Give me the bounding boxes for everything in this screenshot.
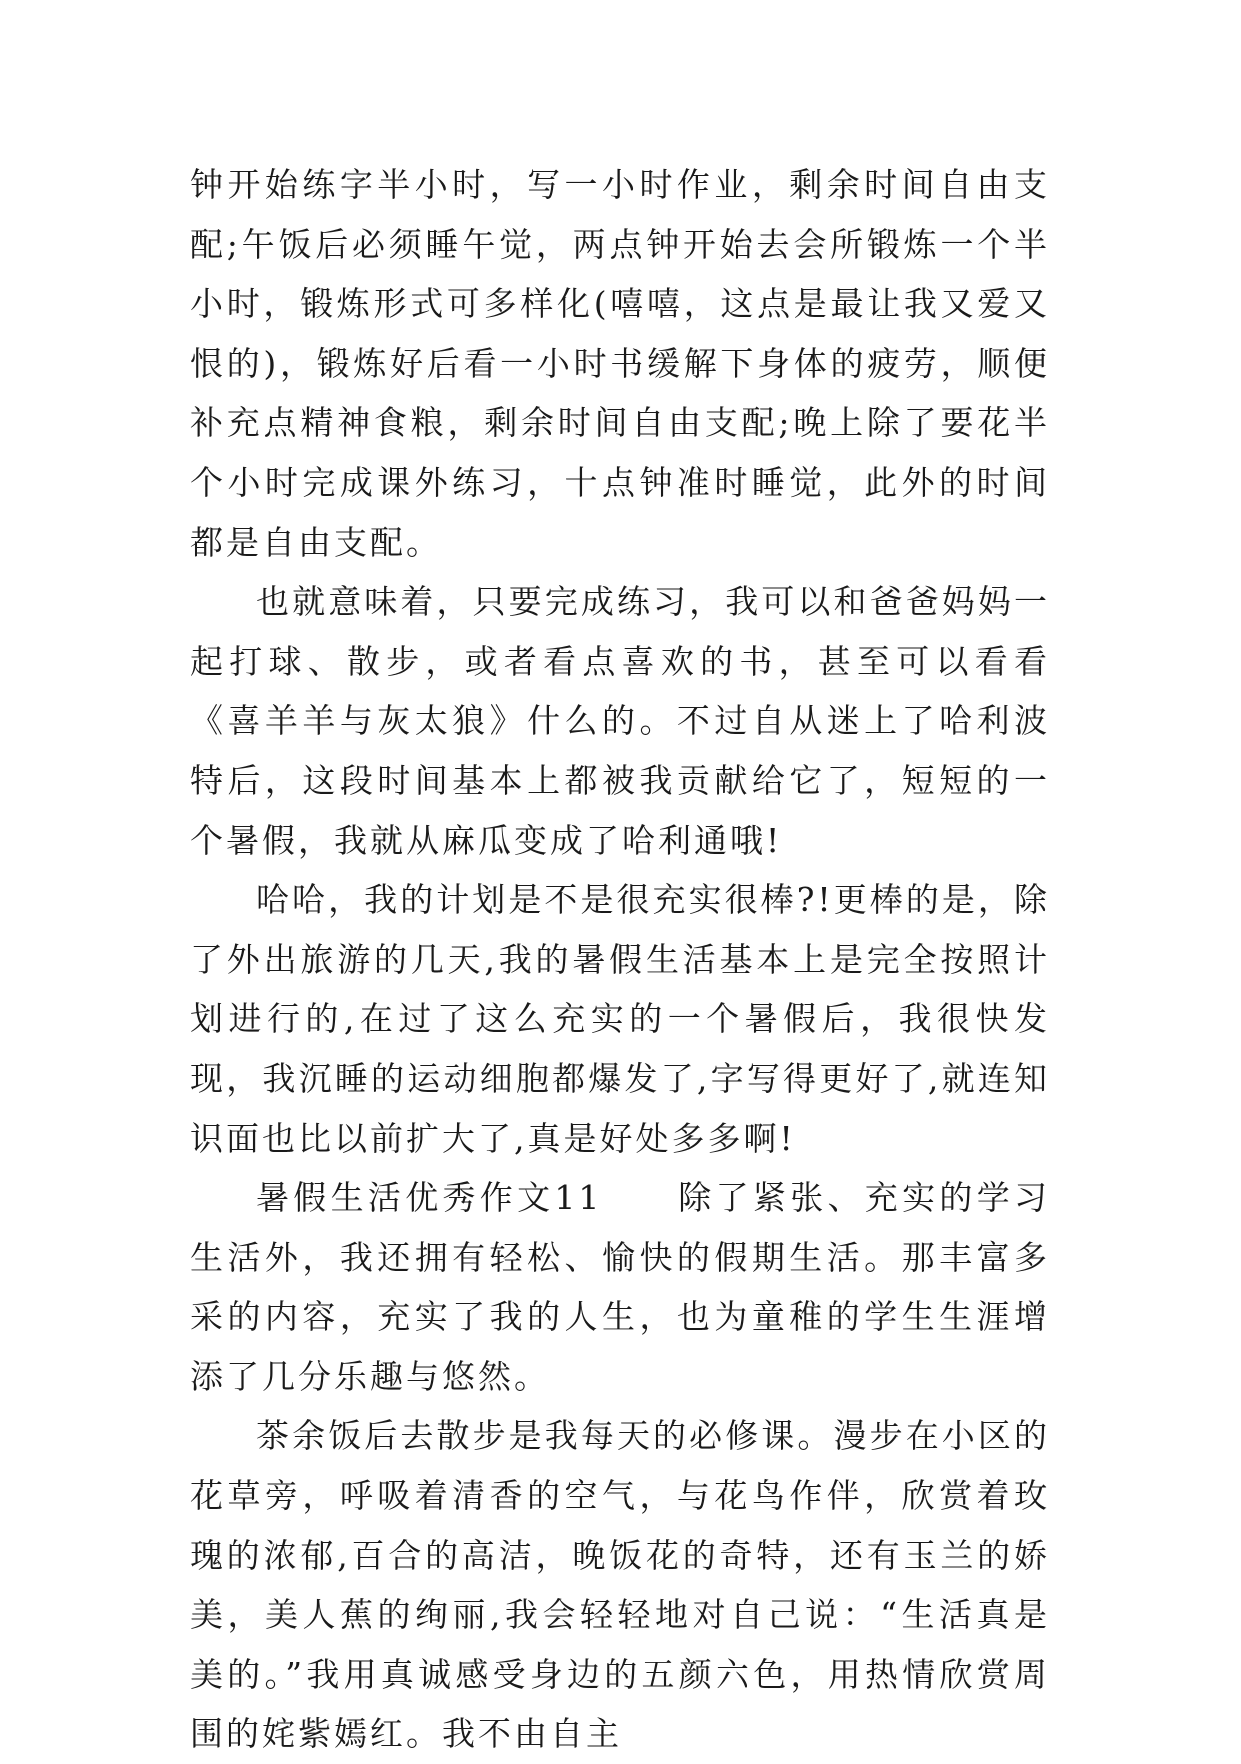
paragraph-essay-11-intro: 暑假生活优秀作文11 除了紧张、充实的学习生活外，我还拥有轻松、愉快的假期生活。那丰富多采的内容，充实了我的人生，也为童稚的学生生涯增添了几分乐趣与悠然。	[190, 1178, 1050, 1396]
paragraph-plan-result: 哈哈，我的计划是不是很充实很棒?!更棒的是，除了外出旅游的几天,我的暑假生活基本上是完全按照计划进行的,在过了这么充实的一个暑假后，我很快发现，我沉睡的运动细胞都爆发了,字写得更好了,就连知识面也比以前扩大了,真是好处多多啊!	[190, 880, 1050, 1158]
paragraph-schedule: 钟开始练字半小时，写一小时作业，剩余时间自由支配;午饭后必须睡午觉，两点钟开始去会所锻炼一个半小时，锻炼形式可多样化(嘻嘻，这点是最让我又爱又恨的)，锻炼好后看一小时书缓解下身体的疲劳，顺便补充点精神食粮，剩余时间自由支配;晚上除了要花半个小时完成课外练习，十点钟准时睡觉，此外的时间都是自由支配。	[190, 165, 1050, 562]
document-body	[190, 155, 1050, 1764]
paragraph-walk: 茶余饭后去散步是我每天的必修课。漫步在小区的花草旁，呼吸着清香的空气，与花鸟作伴，欣赏着玫瑰的浓郁,百合的高洁，晚饭花的奇特，还有玉兰的娇美，美人蕉的绚丽,我会轻轻地对自己说：“生活真是美的。”我用真诚感受身边的五颜六色，用热情欣赏周围的姹紫嫣红。我不由自主	[190, 1416, 1050, 1754]
paragraph-free-time: 也就意味着，只要完成练习，我可以和爸爸妈妈一起打球、散步，或者看点喜欢的书，甚至可以看看《喜羊羊与灰太狼》什么的。不过自从迷上了哈利波特后，这段时间基本上都被我贡献给它了，短短的一个暑假，我就从麻瓜变成了哈利通哦!	[190, 582, 1050, 860]
